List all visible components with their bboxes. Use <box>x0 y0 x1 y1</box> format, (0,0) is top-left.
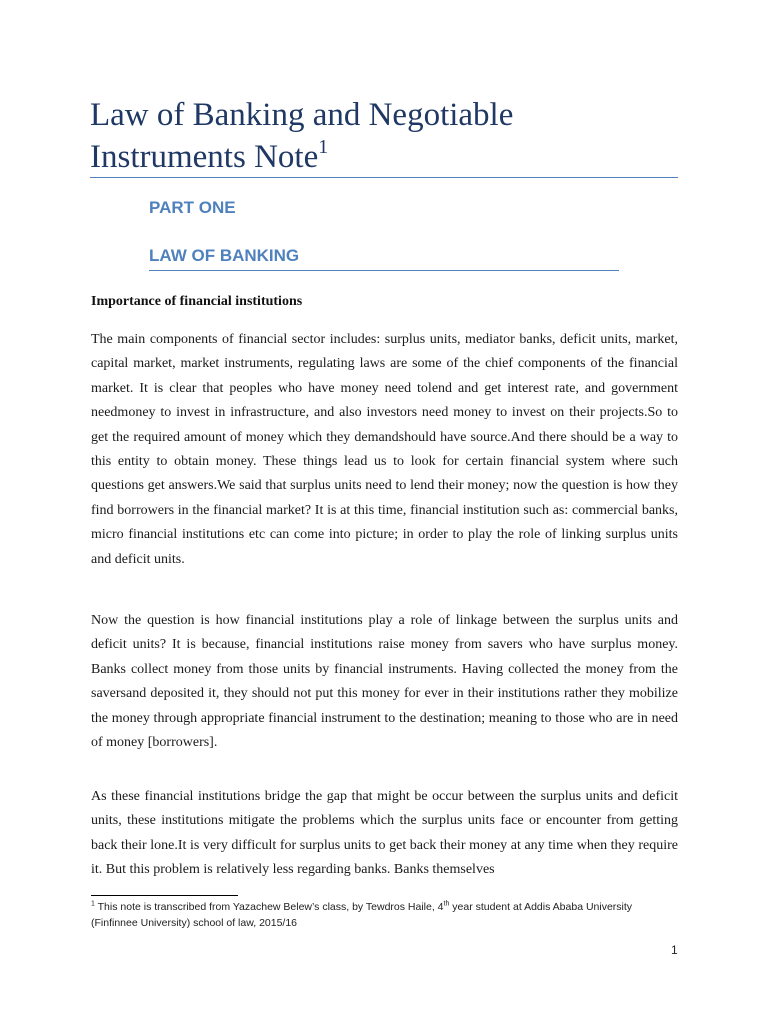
paragraph-2: Now the question is how financial institutions play a role of linkage between the surplus units and deficit units? It is because, financial institutions raise money from savers who have surplus money. Banks collect money from those units by financial instruments. Having collected the money from the saversand deposited it, they should not put this money for ever in their institutions rather they mobilize the money through appropriate financial instrument to the destination; meaning to those who are in need of money [borrowers]. <box>91 613 678 751</box>
footnote-mark: 1 <box>91 900 95 908</box>
footnote-text-after: year student at Addis Ababa University (Finfinnee University) school of law, 2015/16 <box>91 901 633 929</box>
title-divider <box>90 177 678 178</box>
part-label: PART ONE <box>149 198 236 217</box>
footnote-separator <box>91 895 238 896</box>
page-number: 1 <box>671 943 678 957</box>
footnote-ordinal-suffix: th <box>443 900 450 908</box>
paragraph-3: As these financial institutions bridge the gap that might be occur between the surplus units and deficit units, these institutions mitigate the problems which the surplus units face or encounter from getting back their lone.It is very difficult for surplus units to get back their money at any time when they require it. But this problem is relatively less regarding banks. Banks themselves <box>91 789 678 878</box>
title-footnote-mark[interactable]: 1 <box>318 136 329 158</box>
title-line-2: Instruments Note <box>90 139 319 175</box>
paragraph-1: The main components of financial sector includes: surplus units, mediator banks, deficit units, market, capital market, market instruments, regulating laws are some of the chief components of the financial market. It is clear that peoples who have money need tolend and get interest rate, and government needmoney to invest in infrastructure, and also investors need money to invest on their projects.So to get the required amount of money which they demandshould have source.And there should be a way to this entity to obtain money. These things lead us to look for certain financial system where such questions get answers.We said that surplus units need to lend their money; now the question is how they find borrowers in the financial market? It is at this time, financial institution such as: commercial banks, micro financial institutions etc can come into picture; in order to play the role of linking surplus units and deficit units. <box>91 332 678 567</box>
subheading: Importance of financial institutions <box>91 294 303 309</box>
document-title <box>90 94 690 178</box>
section-heading: LAW OF BANKING <box>149 246 300 265</box>
footnote <box>91 899 651 931</box>
footnote-text-before: This note is transcribed from Yazachew Belew’s class, by Tewdros Haile, 4 <box>94 901 444 913</box>
section-divider <box>149 270 619 271</box>
title-line-1: Law of Banking and Negotiable <box>90 97 514 133</box>
